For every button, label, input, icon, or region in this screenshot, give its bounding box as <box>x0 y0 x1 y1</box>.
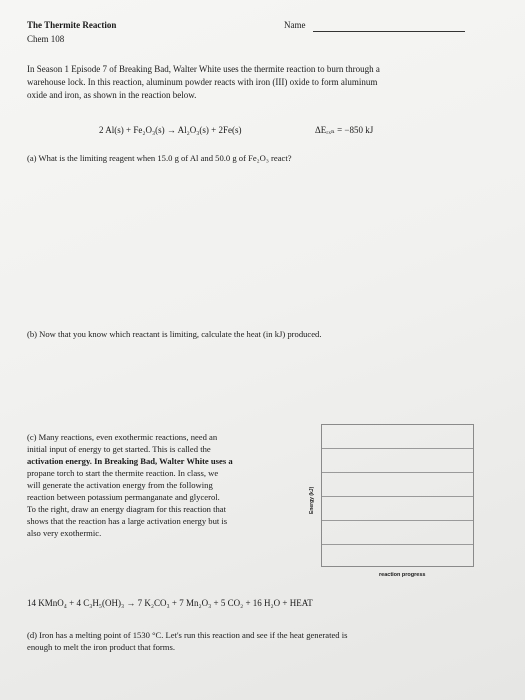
question-c-line: propane torch to start the thermite reaction. In class, we <box>27 468 219 478</box>
grid-line <box>322 472 473 473</box>
grid-line <box>322 520 473 521</box>
question-c <box>27 431 317 539</box>
reaction-progress-axis-label: reaction progress <box>379 572 426 578</box>
question-c-line: initial input of energy to get started. This is called the <box>27 444 211 454</box>
name-blank-line[interactable] <box>313 31 465 32</box>
question-d <box>27 629 497 653</box>
question-c-line: (c) Many reactions, even exothermic reactions, need an <box>27 432 218 442</box>
intro-line-1: In Season 1 Episode 7 of Breaking Bad, Walter White uses the thermite reaction to burn through a <box>27 64 380 74</box>
question-a: (a) What is the limiting reagent when 15.0 g of Al and 50.0 g of Fe₂O₃ react? <box>27 153 292 163</box>
question-c-line: also very exothermic. <box>27 528 102 538</box>
question-c-line: reaction between potassium permanganate and glycerol. <box>27 492 220 502</box>
delta-e-value: ΔEᵣₓₙ = −850 kJ <box>315 125 374 135</box>
question-c-line: shows that the reaction has a large activation energy but is <box>27 516 228 526</box>
intro-line-3: oxide and iron, as shown in the reaction below. <box>27 90 197 100</box>
course-label: Chem 108 <box>27 34 65 44</box>
energy-axis-label: Energy (kJ) <box>309 486 315 514</box>
thermite-equation: 2 Al(s) + Fe₂O₃(s) → Al₂O₃(s) + 2Fe(s) <box>99 125 242 135</box>
name-label: Name <box>284 20 306 30</box>
question-c-line: activation energy. In Breaking Bad, Walter White uses a <box>27 456 233 466</box>
intro-line-2: warehouse lock. In this reaction, aluminum powder reacts with iron (III) oxide to form aluminum <box>27 77 378 87</box>
worksheet-title: The Thermite Reaction <box>27 20 117 30</box>
grid-line <box>322 448 473 449</box>
grid-line <box>322 544 473 545</box>
intro-paragraph <box>27 63 487 102</box>
question-c-line: will generate the activation energy from the following <box>27 480 213 490</box>
question-d-line-2: enough to melt the iron product that forms. <box>27 642 175 652</box>
question-b: (b) Now that you know which reactant is limiting, calculate the heat (in kJ) produced. <box>27 329 322 339</box>
question-d-line-1: (d) Iron has a melting point of 1530 °C. Let's run this reaction and see if the heat generated is <box>27 630 348 640</box>
permanganate-equation: 14 KMnO₄ + 4 C₃H₅(OH)₃ → 7 K₂CO₃ + 7 Mn₂O₃ + 5 CO₂ + 16 H₂O + HEAT <box>27 598 313 608</box>
question-c-line: To the right, draw an energy diagram for this reaction that <box>27 504 226 514</box>
energy-diagram-grid[interactable] <box>321 424 474 567</box>
grid-line <box>322 496 473 497</box>
